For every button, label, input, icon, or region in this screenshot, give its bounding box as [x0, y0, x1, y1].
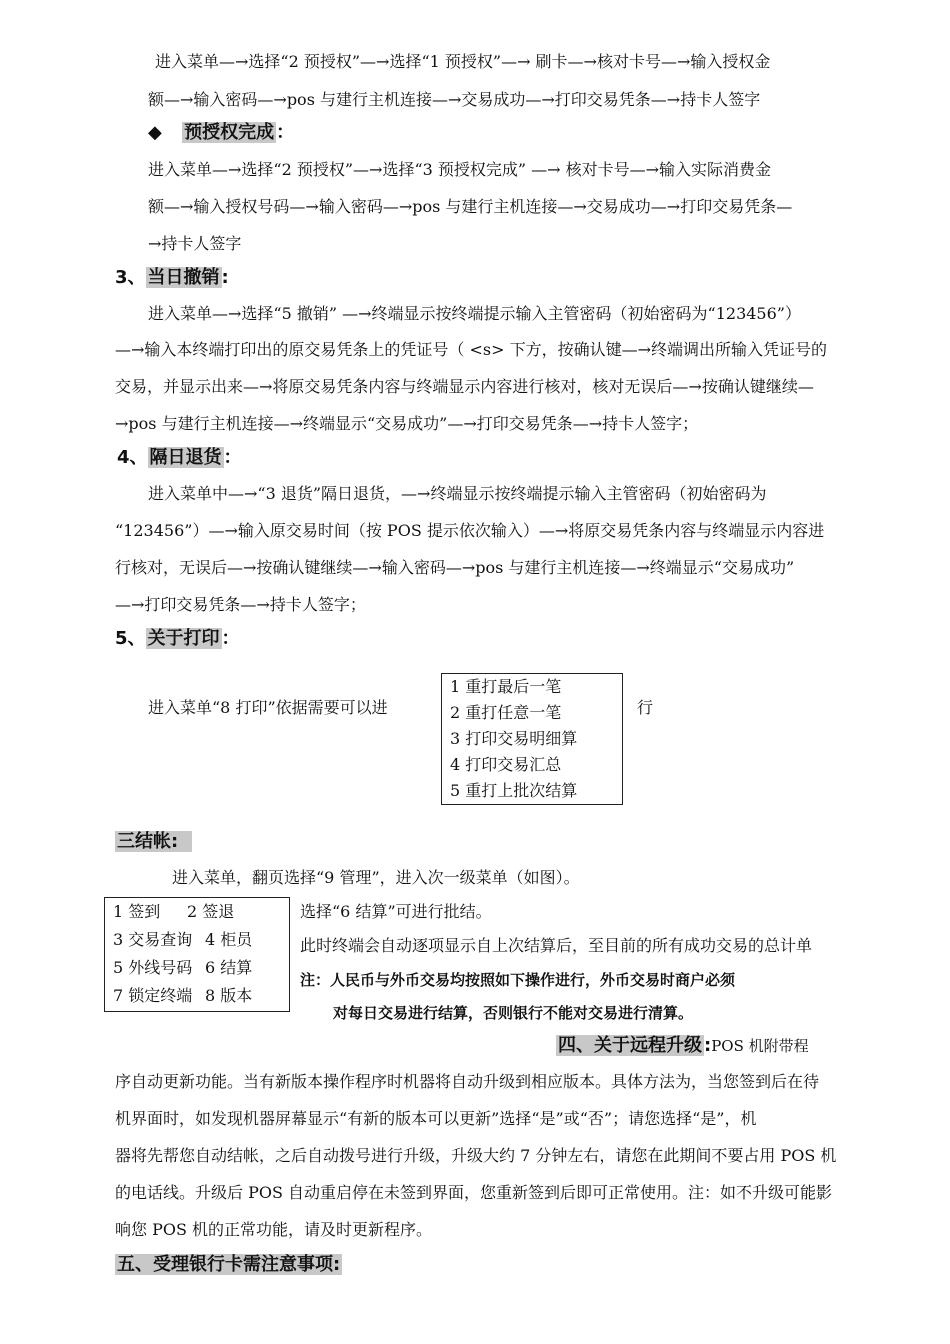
section-5-title: 关于打印 — [147, 628, 220, 649]
card-notes-title: 五、受理银行卡需注意事项: — [117, 1254, 341, 1275]
upgrade-heading — [556, 1033, 809, 1059]
preauth-step-line-1: 进入菜单—→选择“2 预授权”—→选择“1 预授权”—→ 刷卡—→核对卡号—→输入授权金 — [155, 52, 771, 71]
upgrade-line-2: 机界面时，如发现机器屏幕显示“有新的版本可以更新”选择“是”或“否”；请您选择“是”，机 — [115, 1109, 757, 1128]
section-number: 5、 — [115, 628, 146, 649]
print-menu-item: 1 重打最后一笔 — [450, 677, 562, 696]
admin-menu-box — [104, 897, 290, 1012]
upgrade-line-4: 的电话线。升级后 POS 自动重启停在未签到界面，您重新签到后即可正常使用。注：如不升级可能影 — [115, 1183, 833, 1202]
section-4-title: 隔日退货 — [149, 447, 222, 468]
heading-colon: : — [221, 267, 229, 288]
settlement-text-1: 选择“6 结算”可进行批结。 — [300, 902, 492, 921]
settlement-note-2: 对每日交易进行结算，否则银行不能对交易进行清算。 — [333, 1004, 694, 1022]
print-menu-lead-text: 进入菜单“8 打印”依据需要可以进 — [148, 698, 388, 717]
bullet-icon: ◆ — [148, 122, 162, 143]
preauth-complete-line-1: 进入菜单—→选择“2 预授权”—→选择“3 预授权完成” —→ 核对卡号—→输入实际消费金 — [148, 160, 772, 179]
settlement-text-2: 此时终端会自动逐项显示自上次结算后，至目前的所有成功交易的总计单 — [300, 936, 813, 955]
section-number: 3、 — [115, 267, 146, 288]
section-3-title: 当日撤销 — [147, 267, 220, 288]
print-menu-item: 4 打印交易汇总 — [450, 755, 562, 774]
settlement-intro: 进入菜单，翻页选择“9 管理”，进入次一级菜单（如图）。 — [172, 868, 580, 887]
admin-menu-row: 3 交易查询 4 柜员 — [113, 930, 253, 949]
preauth-complete-line-3: →持卡人签字 — [148, 234, 242, 253]
print-menu-item: 5 重打上批次结算 — [450, 781, 578, 800]
section-3-line-2: —→输入本终端打印出的原交易凭条上的凭证号（ <s> 下方，按确认键—→终端调出所输入凭证号的 — [115, 340, 828, 359]
admin-menu-row: 1 签到 2 签退 — [113, 902, 235, 921]
section-4-line-1: 进入菜单中—→“3 退货”隔日退货，—→终端显示按终端提示输入主管密码（初始密码为 — [148, 484, 767, 503]
preauth-complete-heading — [148, 120, 294, 146]
upgrade-line-3: 器将先帮您自动结帐，之后自动拨号进行升级，升级大约 7 分钟左右，请您在此期间不要占用 POS 机 — [115, 1146, 837, 1165]
heading-colon: ： — [221, 628, 240, 649]
print-menu-item: 3 打印交易明细算 — [450, 729, 578, 748]
section-4-line-2: “123456”）—→输入原交易时间（按 POS 提示依次输入）—→将原交易凭条内容与终端显示内容进 — [115, 521, 825, 540]
admin-menu-row: 5 外线号码 6 结算 — [113, 958, 253, 977]
heading-colon: : — [704, 1035, 712, 1056]
section-3-line-1: 进入菜单—→选择“5 撤销” —→终端显示按终端提示输入主管密码（初始密码为“123456”） — [148, 304, 801, 323]
upgrade-line-5: 响您 POS 机的正常功能，请及时更新程序。 — [115, 1220, 433, 1239]
section-number: 4、 — [117, 447, 148, 468]
card-notes-heading — [115, 1252, 342, 1278]
upgrade-line-1: 序自动更新功能。当有新版本操作程序时机器将自动升级到相应版本。具体方法为，当您签到后在待 — [115, 1072, 820, 1091]
print-menu-trail-text: 行 — [637, 698, 654, 717]
preauth-complete-line-2: 额—→输入授权号码—→输入密码—→pos 与建行主机连接—→交易成功—→打印交易凭条— — [148, 197, 793, 216]
admin-menu-row: 7 锁定终端 8 版本 — [113, 986, 253, 1005]
heading-colon: ： — [276, 122, 295, 143]
section-4-heading — [117, 445, 242, 471]
section-4-line-3: 行核对，无误后—→按确认键继续—→输入密码—→pos 与建行主机连接—→终端显示“交易成功” — [115, 558, 795, 577]
section-3-line-4: →pos 与建行主机连接—→终端显示“交易成功”—→打印交易凭条—→持卡人签字； — [115, 414, 699, 433]
settlement-title: 三结帐: — [115, 831, 192, 852]
upgrade-title: 四、关于远程升级 — [558, 1035, 702, 1056]
preauth-step-line-2: 额—→输入密码—→pos 与建行主机连接—→交易成功—→打印交易凭条—→持卡人签字 — [148, 90, 761, 109]
section-3-heading — [115, 265, 229, 291]
print-menu-box — [441, 673, 623, 805]
heading-colon: ： — [223, 447, 242, 468]
upgrade-head-tail: POS 机附带程 — [711, 1037, 809, 1055]
section-3-line-3: 交易，并显示出来—→将原交易凭条内容与终端显示内容进行核对，核对无误后—→按确认键继续— — [115, 377, 814, 396]
section-4-line-4: —→打印交易凭条—→持卡人签字； — [115, 595, 366, 614]
settlement-note-1: 注：人民币与外币交易均按照如下操作进行，外币交易时商户必须 — [300, 971, 736, 989]
settlement-heading — [115, 829, 192, 855]
section-5-heading — [115, 626, 240, 652]
print-menu-item: 2 重打任意一笔 — [450, 703, 562, 722]
preauth-complete-title: 预授权完成 — [184, 122, 275, 143]
